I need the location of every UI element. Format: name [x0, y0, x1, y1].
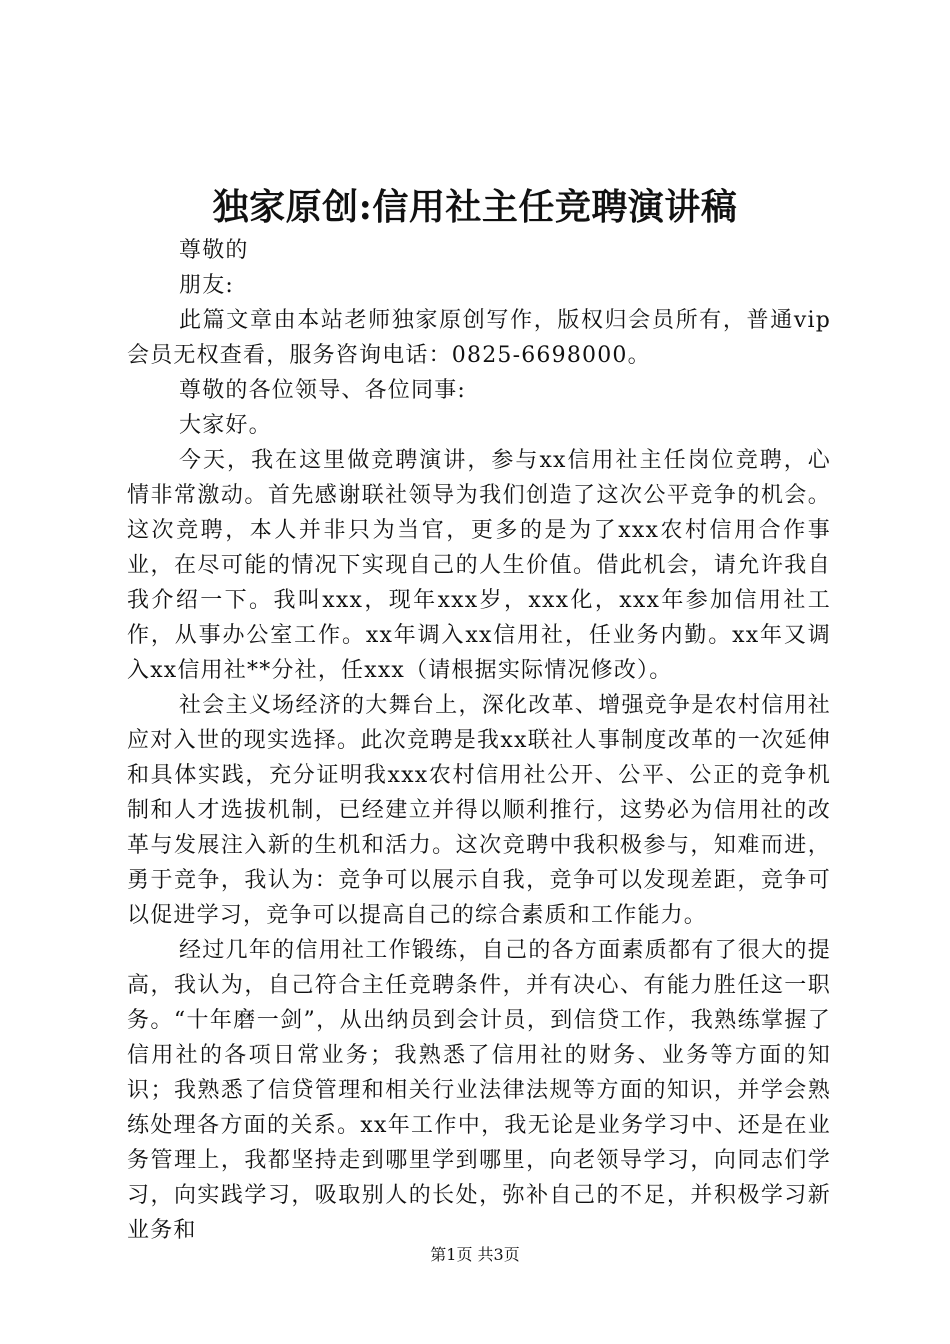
paragraph-reform: 社会主义场经济的大舞台上，深化改革、增强竞争是农村信用社应对入世的现实选择。此次竞聘是我xx联社人事制度改革的一次延伸和具体实践，充分证明我xxx农村信用社公开、公平、公正的竞争机制和人才选拔机制，已经建立并得以顺利推行，这势必为信用社的改革与发展注入新的生机和活力。这次竞聘中我积极参与，知难而进，勇于竞争，我认为：竞争可以展示自我，竞争可以发现差距，竞争可以促进学习，竞争可以提高自己的综合素质和工作能力。 [127, 693, 831, 928]
paragraph-salutation-1: 尊敬的 [179, 238, 249, 263]
paragraph-introduction: 今天，我在这里做竞聘演讲，参与xx信用社主任岗位竞聘，心情非常激动。首先感谢联社领导为我们创造了这次公平竞争的机会。这次竞聘，本人并非只为当官，更多的是为了xxx农村信用合作事业，在尽可能的情况下实现自己的人生价值。借此机会，请允许我自我介绍一下。我叫xxx，现年xxx岁，xxx化，xxx年参加信用社工作，从事办公室工作。xx年调入xx信用社，任业务内勤。xx年又调入xx信用社**分社，任xxx（请根据实际情况修改）。 [127, 448, 831, 683]
paragraph-hello: 大家好。 [179, 413, 272, 438]
paragraph-salutation-2: 朋友: [179, 273, 235, 298]
document-body [127, 233, 831, 1248]
document-title: 独家原创:信用社主任竞聘演讲稿 [212, 186, 738, 228]
page-number-footer: 第1页 共3页 [430, 1245, 520, 1264]
paragraph-copyright-notice: 此篇文章由本站老师独家原创写作，版权归会员所有，普通vip会员无权查看，服务咨询电话：0825-6698000。 [127, 308, 831, 368]
paragraph-experience: 经过几年的信用社工作锻练，自己的各方面素质都有了很大的提高，我认为，自己符合主任竞聘条件，并有决心、有能力胜任这一职务。“十年磨一剑”，从出纳员到会计员，到信贷工作，我熟练掌握了信用社的各项日常业务；我熟悉了信用社的财务、业务等方面的知识；我熟悉了信贷管理和相关行业法律法规等方面的知识，并学会熟练处理各方面的关系。xx年工作中，我无论是业务学习中、还是在业务管理上，我都坚持走到哪里学到哪里，向老领导学习，向同志们学习，向实践学习，吸取别人的长处，弥补自己的不足，并积极学习新业务和 [127, 938, 831, 1243]
paragraph-greeting: 尊敬的各位领导、各位同事: [179, 378, 467, 403]
